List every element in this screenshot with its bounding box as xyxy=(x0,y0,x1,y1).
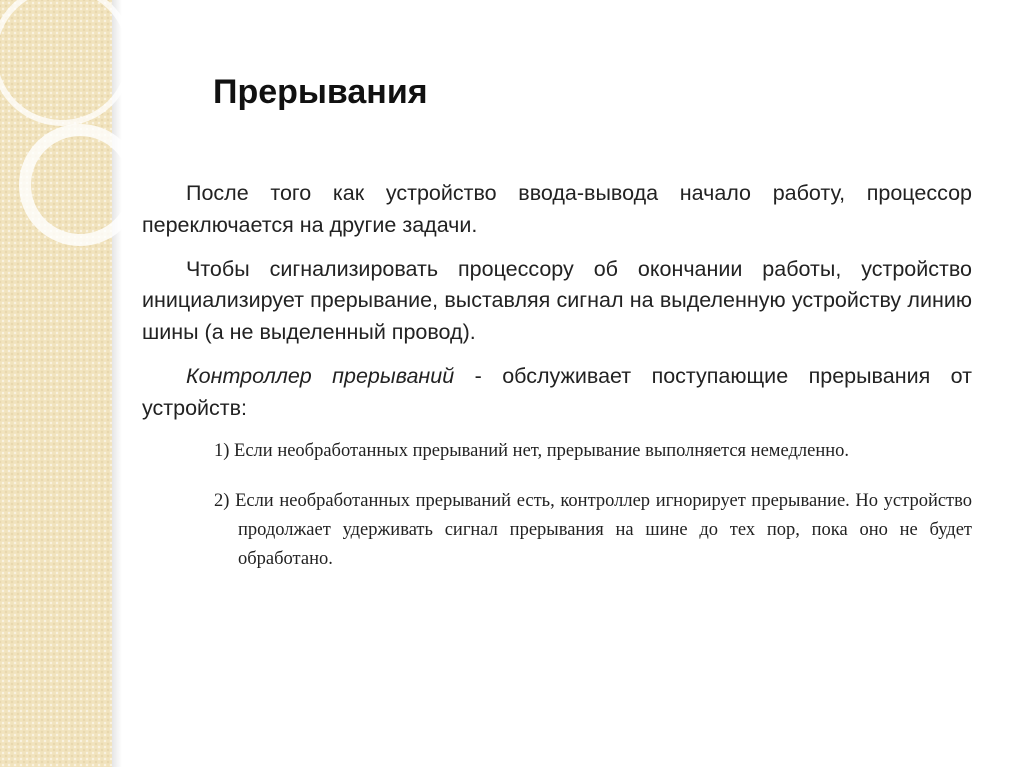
list-item-marker: 1) xyxy=(214,440,230,461)
list-item-text: Если необработанных прерываний нет, прерывание выполняется немедленно. xyxy=(234,440,850,461)
list-item xyxy=(214,437,972,466)
paragraph-signal: Чтобы сигнализировать процессору об окончании работы, устройство инициализирует прерывание, выставляя сигнал на выделенную устройству линию шины (а не выделенный провод). xyxy=(142,256,972,345)
controller-term: Контроллер прерываний xyxy=(186,364,455,389)
list-item xyxy=(214,487,972,573)
decorative-side-panel xyxy=(0,0,112,767)
controller-description: - обслуживает поступающие прерывания от устройств: xyxy=(142,364,972,420)
interrupt-rules-list xyxy=(142,437,972,574)
slide-title: Прерывания xyxy=(213,73,428,111)
list-item-text: Если необработанных прерываний есть, контроллер игнорирует прерывание. Но устройство продолжает удерживать сигнал прерывания на шине до тех пор, пока оно не будет обработано. xyxy=(235,491,972,569)
list-item-marker: 2) xyxy=(214,491,230,512)
slide-content xyxy=(142,178,972,595)
paragraph-io-device: После того как устройство ввода-вывода начало работу, процессор переключается на другие задачи. xyxy=(142,181,972,237)
paragraph-controller xyxy=(142,361,972,425)
panel-shadow xyxy=(112,0,122,767)
